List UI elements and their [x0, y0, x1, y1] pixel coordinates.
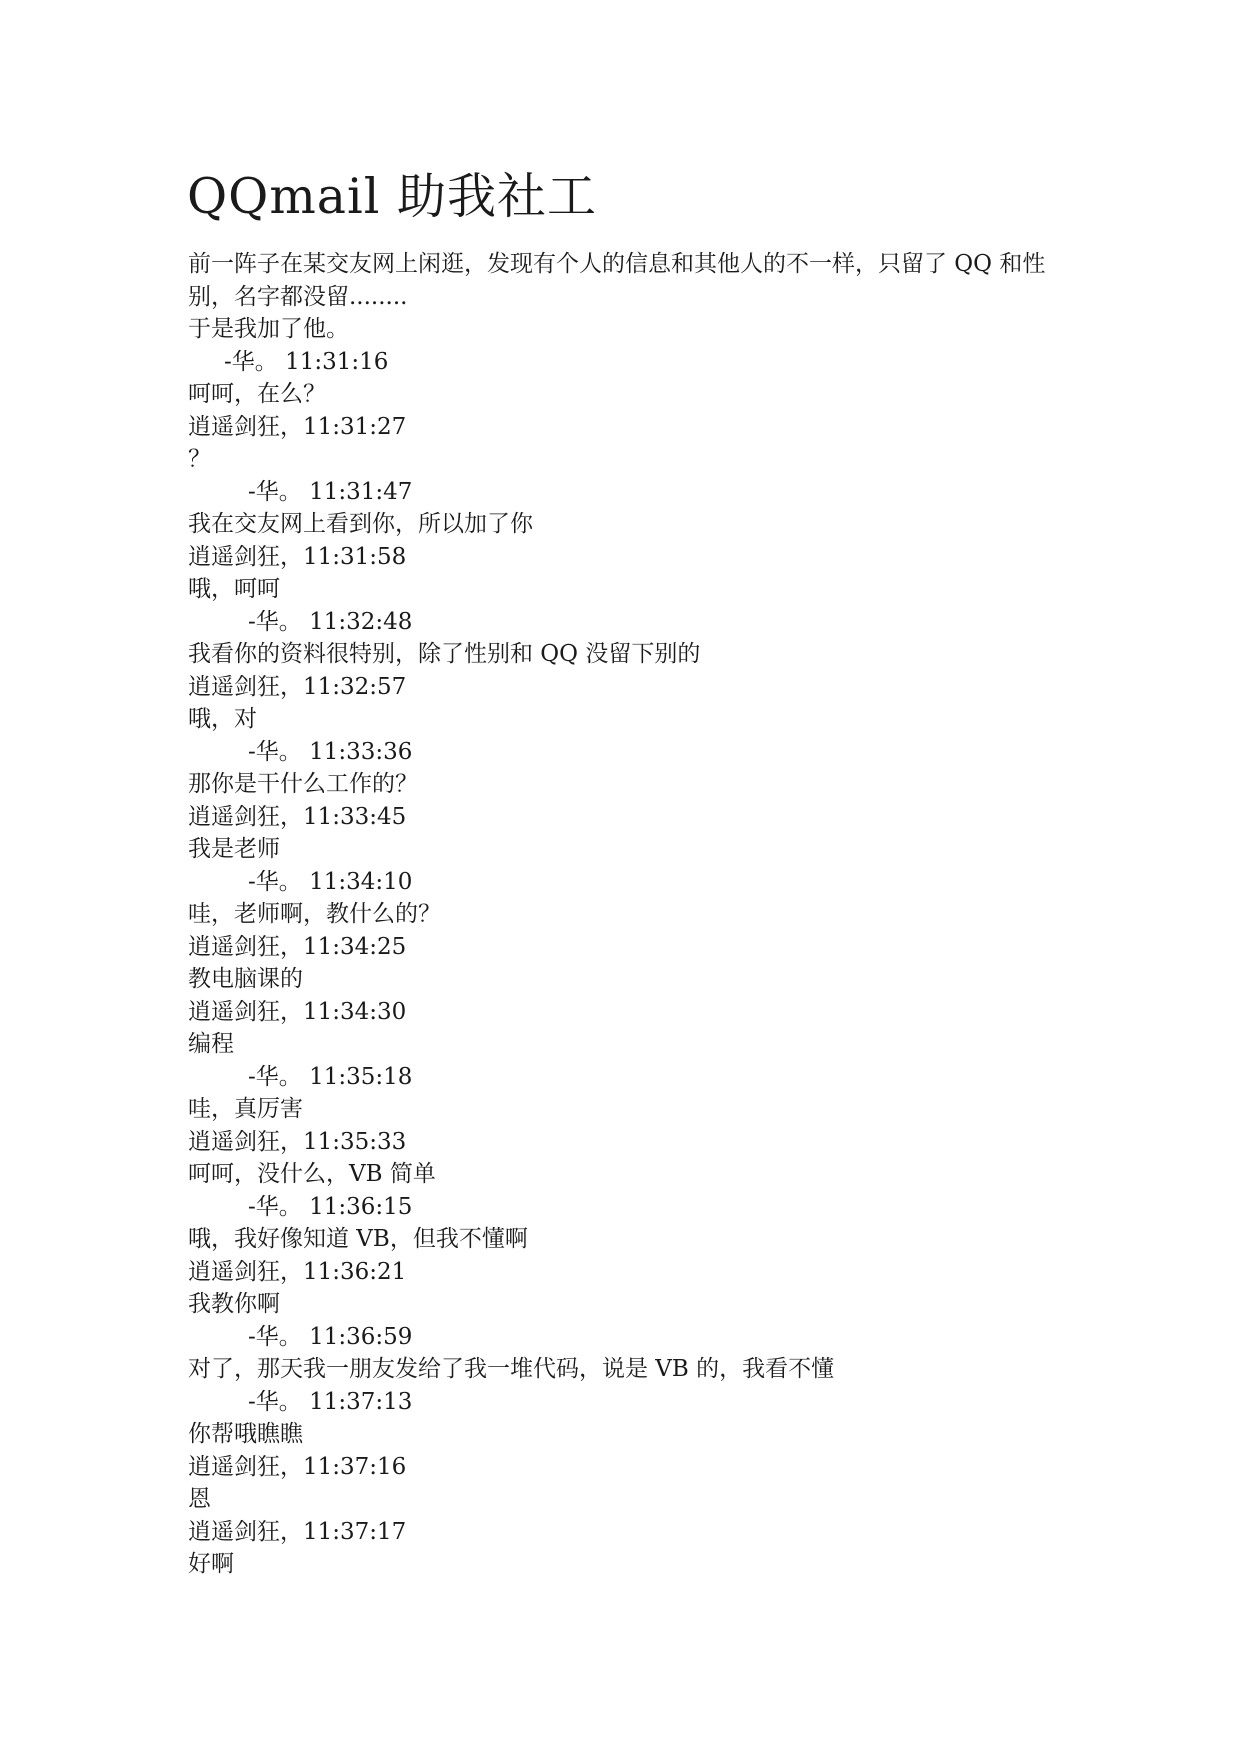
chat-header-line: 逍遥剑狂，11:37:17 — [188, 1518, 407, 1545]
chat-message-line: 恩 — [188, 1486, 211, 1512]
chat-message-line: 教电脑课的 — [188, 966, 303, 992]
chat-message-line: 哇，真厉害 — [188, 1096, 303, 1122]
chat-message-line: 编程 — [188, 1031, 234, 1057]
chat-message-line: 我看你的资料很特别，除了性别和 QQ 没留下别的 — [188, 641, 701, 667]
chat-message-line: 好啊 — [188, 1551, 234, 1577]
chat-message-line: 呵呵，在么？ — [188, 381, 326, 407]
chat-header-line: 逍遥剑狂，11:34:30 — [188, 998, 407, 1025]
chat-message-line: 我在交友网上看到你，所以加了你 — [188, 511, 533, 537]
chat-header-line: -华。 11:36:15 — [248, 1193, 413, 1220]
chat-message-line: 你帮哦瞧瞧 — [188, 1421, 303, 1447]
chat-message-line: 那你是干什么工作的？ — [188, 771, 418, 797]
chat-header-line: -华。 11:35:18 — [248, 1063, 413, 1090]
chat-header-line: 逍遥剑狂，11:31:27 — [188, 413, 407, 440]
chat-header-line: 逍遥剑狂，11:37:16 — [188, 1453, 407, 1480]
document-body — [188, 248, 1068, 1581]
intro-paragraph: 前一阵子在某交友网上闲逛，发现有个人的信息和其他人的不一样，只留了 QQ 和性别，名字都没留........ — [188, 251, 1046, 310]
chat-header-line: -华。 11:37:13 — [248, 1388, 413, 1415]
chat-header-line: 逍遥剑狂，11:33:45 — [188, 803, 407, 830]
chat-message-line: 哇，老师啊，教什么的？ — [188, 901, 441, 927]
document-title: QQmail 助我社工 — [187, 168, 597, 225]
chat-header-line: 逍遥剑狂，11:36:21 — [188, 1258, 407, 1285]
chat-header-line: -华。 11:36:59 — [248, 1323, 413, 1350]
chat-header-line: 逍遥剑狂，11:31:58 — [188, 543, 407, 570]
chat-message-line: ？ — [188, 446, 211, 472]
body-line: 于是我加了他。 — [188, 316, 349, 342]
chat-header-line: -华。 11:33:36 — [248, 738, 413, 765]
chat-header-line: 逍遥剑狂，11:34:25 — [188, 933, 407, 960]
chat-message-line: 哦，我好像知道 VB，但我不懂啊 — [188, 1226, 528, 1252]
chat-message-line: 呵呵，没什么，VB 简单 — [188, 1161, 436, 1187]
chat-message-line: 对了，那天我一朋友发给了我一堆代码，说是 VB 的，我看不懂 — [188, 1356, 835, 1382]
chat-message-line: 我是老师 — [188, 836, 280, 862]
chat-header-line: -华。 11:34:10 — [248, 868, 413, 895]
chat-message-line: 我教你啊 — [188, 1291, 280, 1317]
chat-header-line: 逍遥剑狂，11:35:33 — [188, 1128, 407, 1155]
chat-header-line: 逍遥剑狂，11:32:57 — [188, 673, 407, 700]
chat-header-line: -华。 11:32:48 — [248, 608, 413, 635]
chat-message-line: 哦，对 — [188, 706, 257, 732]
chat-header-line: -华。 11:31:47 — [248, 478, 413, 505]
chat-header-line: -华。 11:31:16 — [224, 348, 389, 375]
chat-message-line: 哦，呵呵 — [188, 576, 280, 602]
